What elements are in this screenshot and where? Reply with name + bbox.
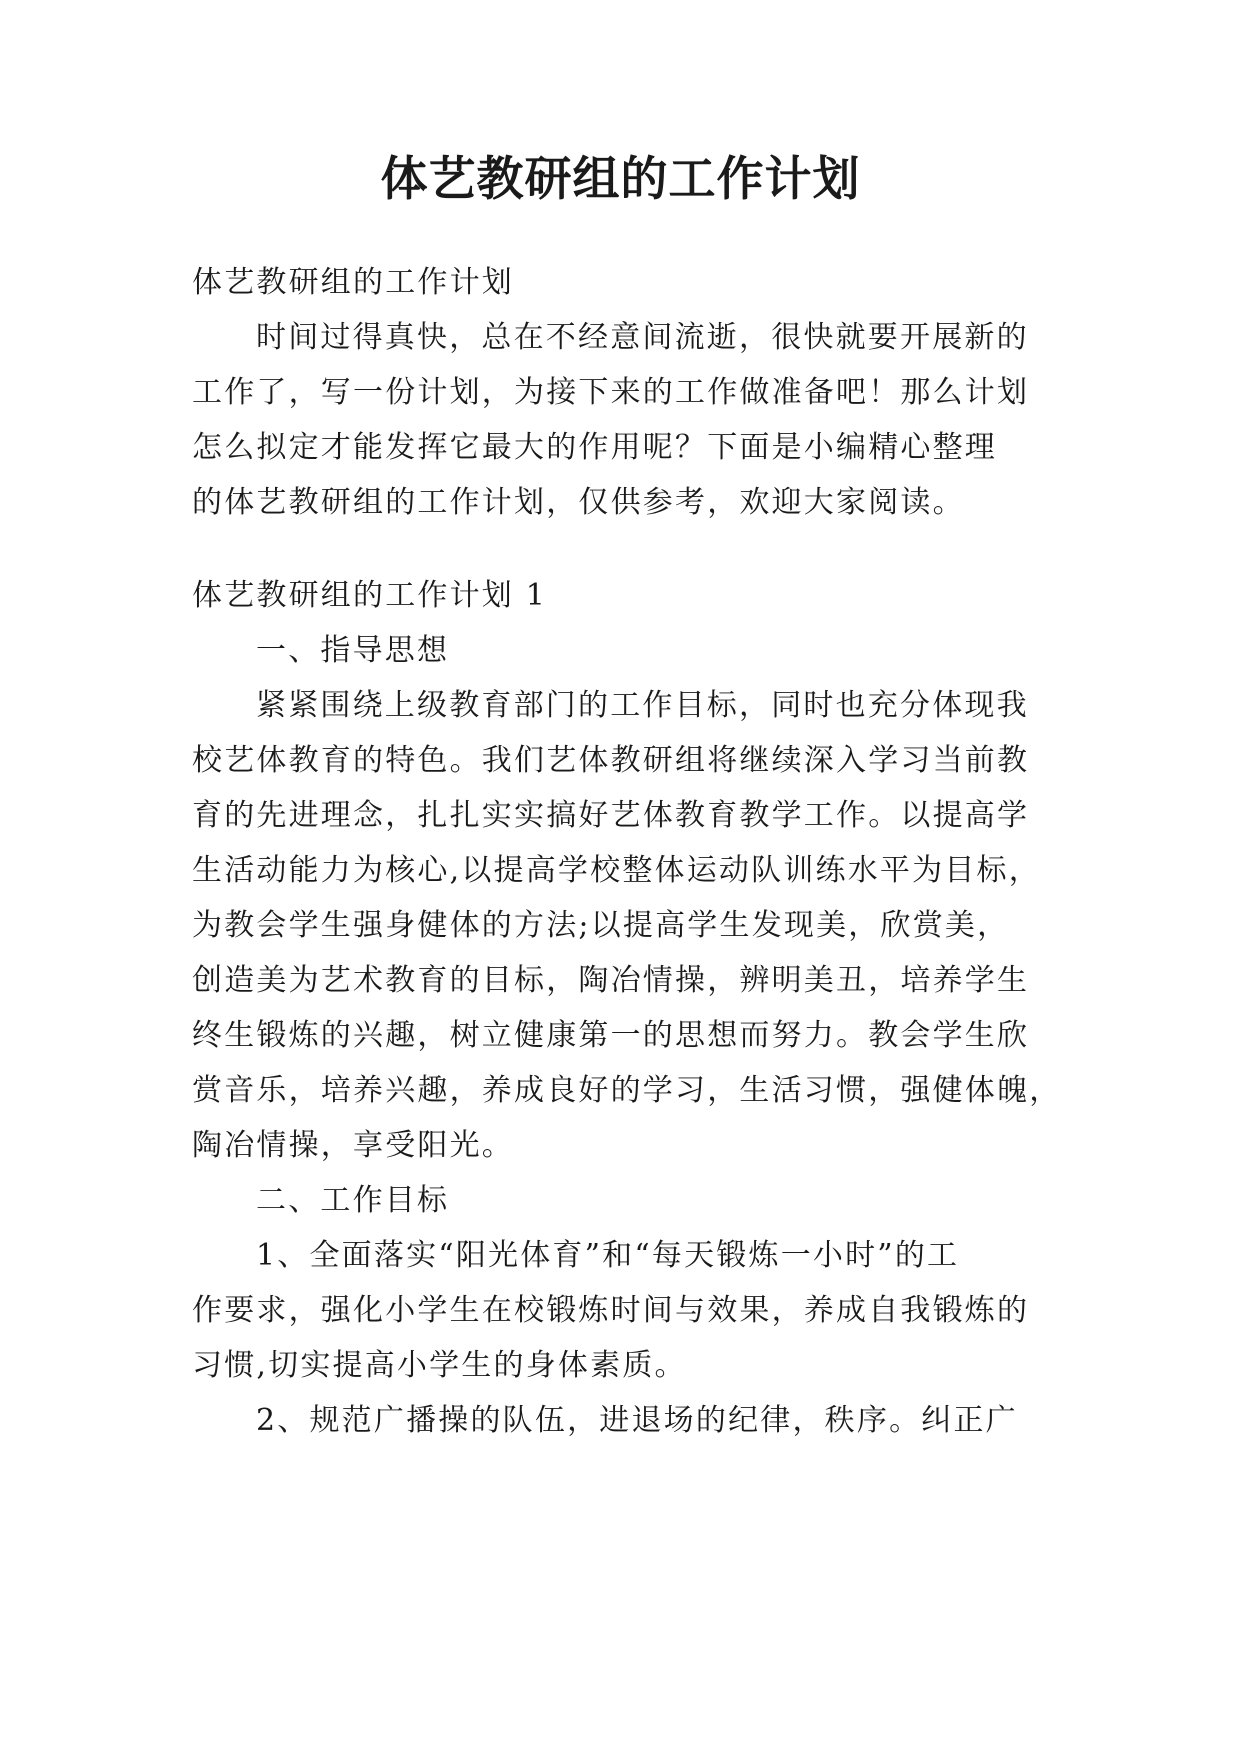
paragraph-line: 怎么拟定才能发挥它最大的作用呢？下面是小编精心整理 xyxy=(192,430,997,465)
subsection-heading: 一、指导思想 xyxy=(256,633,450,668)
paragraph-line: 作要求，强化小学生在校锻炼时间与效果，养成自我锻炼的 xyxy=(192,1293,1030,1328)
paragraph-line: 2、规范广播操的队伍，进退场的纪律，秩序。纠正广 xyxy=(256,1403,1018,1438)
paragraph-line: 生活动能力为核心,以提高学校整体运动队训练水平为目标， xyxy=(192,853,1041,888)
paragraph-line: 育的先进理念，扎扎实实搞好艺体教育教学工作。以提高学 xyxy=(192,798,1030,833)
section-heading: 体艺教研组的工作计划 1 xyxy=(192,578,548,613)
paragraph-line: 为教会学生强身健体的方法;以提高学生发现美，欣赏美， xyxy=(192,908,1010,943)
paragraph-line: 创造美为艺术教育的目标，陶冶情操，辨明美丑，培养学生 xyxy=(192,963,1030,998)
intro-heading: 体艺教研组的工作计划 xyxy=(192,265,514,300)
paragraph-line: 赏音乐，培养兴趣，养成良好的学习，生活习惯，强健体魄， xyxy=(192,1073,1062,1108)
paragraph-line: 校艺体教育的特色。我们艺体教研组将继续深入学习当前教 xyxy=(192,743,1030,778)
paragraph-line: 的体艺教研组的工作计划，仅供参考，欢迎大家阅读。 xyxy=(192,485,965,520)
paragraph-line: 习惯,切实提高小学生的身体素质。 xyxy=(192,1348,687,1383)
paragraph-line: 1、全面落实“阳光体育”和“每天锻炼一小时”的工 xyxy=(256,1238,960,1273)
paragraph-line: 陶冶情操，享受阳光。 xyxy=(192,1128,514,1163)
paragraph-line: 紧紧围绕上级教育部门的工作目标，同时也充分体现我 xyxy=(256,688,1029,723)
paragraph-line: 时间过得真快，总在不经意间流逝，很快就要开展新的 xyxy=(256,320,1029,355)
document-title: 体艺教研组的工作计划 xyxy=(380,152,861,207)
subsection-heading: 二、工作目标 xyxy=(256,1183,450,1218)
paragraph-line: 工作了，写一份计划，为接下来的工作做准备吧！那么计划 xyxy=(192,375,1030,410)
paragraph-line: 终生锻炼的兴趣，树立健康第一的思想而努力。教会学生欣 xyxy=(192,1018,1030,1053)
